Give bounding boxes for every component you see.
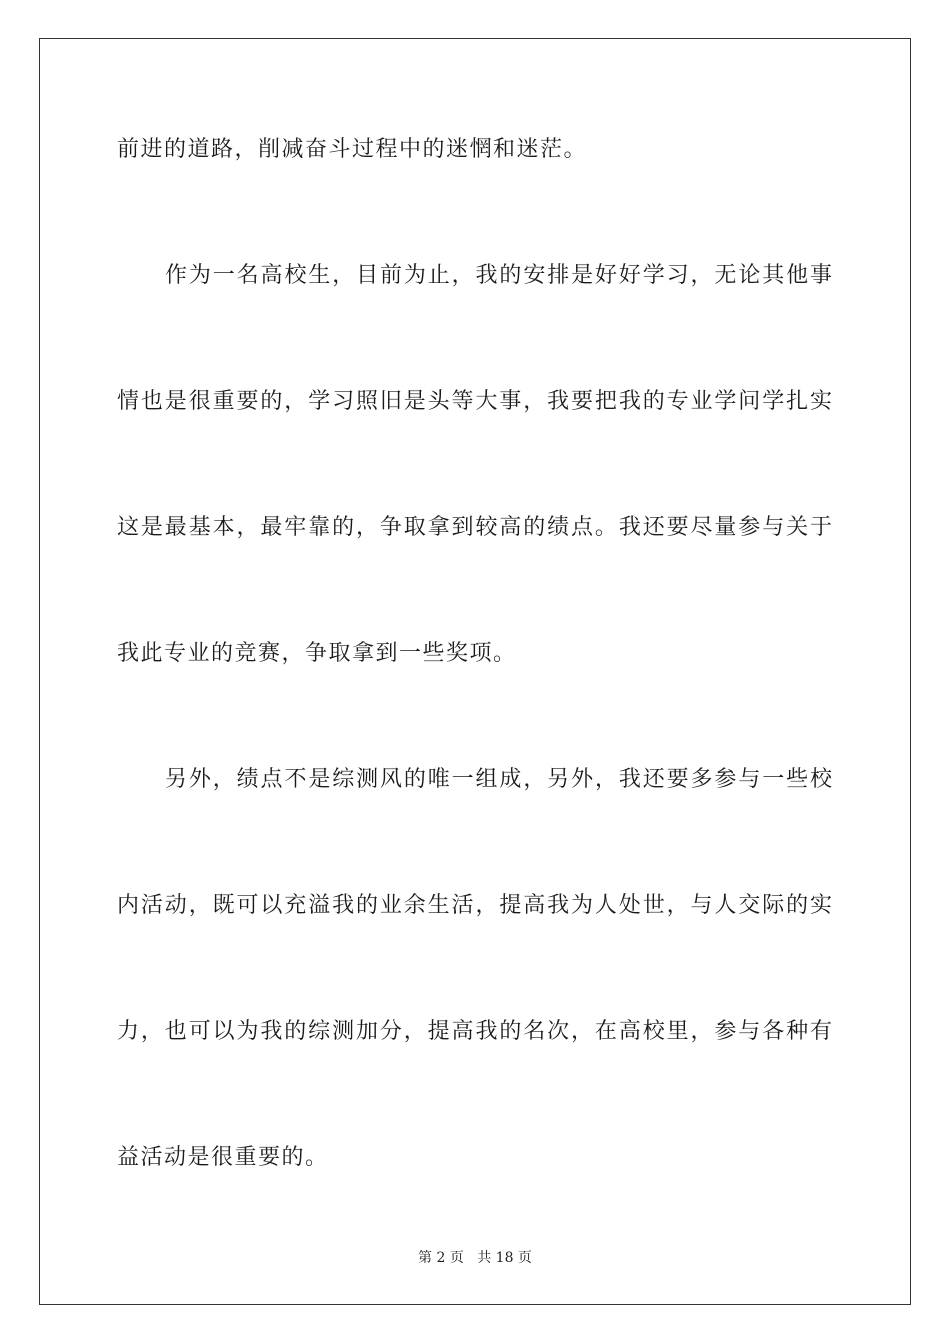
page-border [39,38,911,1305]
body-text-line: 这是最基本，最牢靠的，争取拿到较高的绩点。我还要尽量参与关于 [117,515,832,540]
body-text-line: 内活动，既可以充溢我的业余生活，提高我为人处世，与人交际的实 [117,893,832,918]
page-total: 共 18 页 [477,1250,532,1266]
page-footer [0,1247,950,1267]
body-text-line: 我此专业的竞赛，争取拿到一些奖项。 [117,641,517,666]
body-text-line: 另外，绩点不是综测风的唯一组成，另外，我还要多参与一些校 [165,767,832,792]
body-text-line: 情也是很重要的，学习照旧是头等大事，我要把我的专业学问学扎实 [117,389,832,414]
body-text-line: 前进的道路，削减奋斗过程中的迷惘和迷茫。 [117,137,588,162]
body-text-line: 益活动是很重要的。 [117,1145,329,1170]
body-text-line: 作为一名高校生，目前为止，我的安排是好好学习，无论其他事 [165,263,832,288]
page-number: 第 2 页 [418,1250,464,1266]
body-text-line: 力，也可以为我的综测加分，提高我的名次，在高校里，参与各种有 [117,1019,832,1044]
